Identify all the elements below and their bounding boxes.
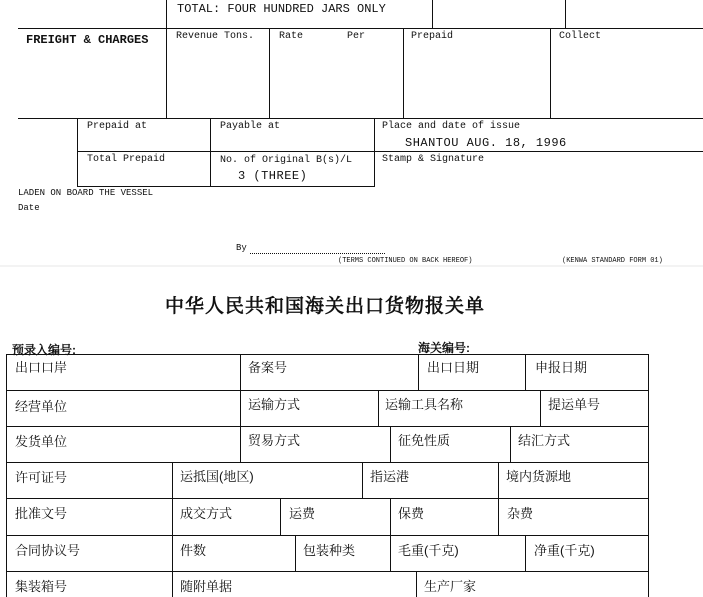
no-originals-value: 3 (THREE) <box>238 169 308 183</box>
signature-line <box>250 253 385 254</box>
place-date-issue-value: SHANTOU AUG. 18, 1996 <box>405 136 567 150</box>
rate-label: Rate <box>279 31 304 42</box>
cell-package-count: 件数 <box>180 543 207 558</box>
place-date-issue-label: Place and date of issue <box>382 121 521 132</box>
cell-freight: 运费 <box>289 506 316 521</box>
cell-export-date: 出口日期 <box>427 360 480 375</box>
cell-exemption: 征免性质 <box>398 433 451 448</box>
cell-container-no: 集装箱号 <box>15 579 68 594</box>
cell-contract-no: 合同协议号 <box>15 543 81 558</box>
cell-attached-docs: 随附单据 <box>180 579 233 594</box>
cell-operating-unit: 经营单位 <box>15 399 68 414</box>
per-label: Per <box>347 31 366 42</box>
cell-approval-no: 批准文号 <box>15 506 68 521</box>
total-text: TOTAL: FOUR HUNDRED JARS ONLY <box>177 2 386 16</box>
terms-note: (TERMS CONTINUED ON BACK HEREOF) <box>338 257 473 265</box>
payable-at-label: Payable at <box>220 121 281 132</box>
cell-settlement: 结汇方式 <box>518 433 571 448</box>
cell-package-type: 包装种类 <box>303 543 356 558</box>
cell-gross-weight: 毛重(千克) <box>398 543 459 558</box>
no-originals-label: No. of Original B(s)/L <box>220 155 353 166</box>
cell-net-weight: 净重(千克) <box>534 543 595 558</box>
cell-consignor: 发货单位 <box>15 434 68 449</box>
cell-manufacturer: 生产厂家 <box>424 579 477 594</box>
cell-destination-country: 运抵国(地区) <box>180 469 254 484</box>
revenue-tons-label: Revenue Tons. <box>176 31 255 42</box>
freight-charges-label: FREIGHT & CHARGES <box>26 33 149 47</box>
cell-misc-fee: 杂费 <box>507 506 534 521</box>
cell-destination-port: 指运港 <box>370 469 410 484</box>
customs-no-label: 海关编号: <box>418 341 470 355</box>
section-divider <box>0 265 703 267</box>
cell-export-port: 出口口岸 <box>15 360 68 375</box>
cell-insurance: 保费 <box>398 506 425 521</box>
cell-trade-mode: 贸易方式 <box>248 433 301 448</box>
collect-label: Collect <box>559 31 602 42</box>
cell-transaction-mode: 成交方式 <box>180 506 233 521</box>
cell-vehicle-name: 运输工具名称 <box>385 397 464 412</box>
cell-domestic-source: 境内货源地 <box>506 469 572 484</box>
prepaid-at-label: Prepaid at <box>87 121 148 132</box>
cell-license-no: 许可证号 <box>15 470 68 485</box>
total-prepaid-label: Total Prepaid <box>87 154 166 165</box>
form-note: (KENWA STANDARD FORM 01) <box>562 257 663 265</box>
cell-bill-no: 提运单号 <box>548 397 601 412</box>
prepaid-label: Prepaid <box>411 31 454 42</box>
cell-record-no: 备案号 <box>248 360 288 375</box>
date-label: Date <box>18 203 40 213</box>
cell-transport-mode: 运输方式 <box>248 397 301 412</box>
pre-entry-no-label: 预录入编号: <box>12 343 76 357</box>
stamp-signature-label: Stamp & Signature <box>382 154 485 165</box>
form-title: 中华人民共和国海关出口货物报关单 <box>165 296 486 317</box>
laden-on-board-label: LADEN ON BOARD THE VESSEL <box>18 188 154 198</box>
by-label: By <box>236 243 247 253</box>
cell-declare-date: 申报日期 <box>535 360 588 375</box>
